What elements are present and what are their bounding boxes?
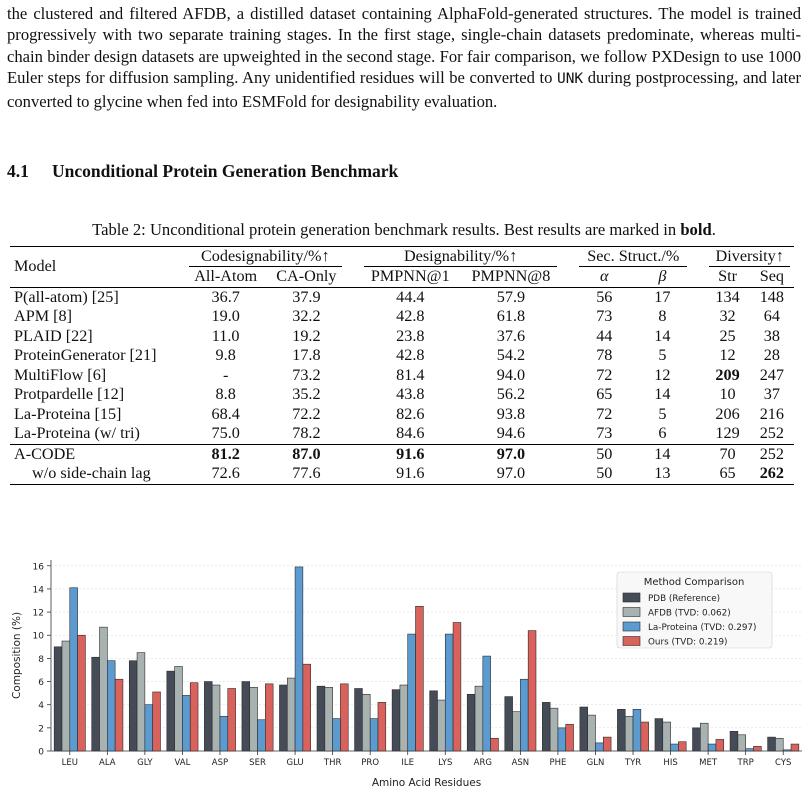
row-value: 17.8 — [292, 346, 321, 365]
y-tick-label: 0 — [38, 747, 44, 758]
bar — [258, 720, 266, 751]
table-header-row — [10, 247, 794, 268]
bar — [655, 719, 663, 751]
spacer — [561, 307, 575, 327]
spacer — [561, 346, 575, 366]
row-value: 54.2 — [496, 346, 526, 365]
table-row — [10, 366, 794, 386]
bar — [182, 695, 190, 751]
spacer — [561, 327, 575, 347]
spacer — [346, 327, 360, 347]
bar — [483, 656, 491, 751]
x-tick-label: PRO — [361, 758, 380, 768]
group-designability: Designability/%↑ — [364, 247, 557, 267]
row-value: 12 — [719, 346, 736, 365]
legend-swatch — [623, 637, 640, 646]
group-diversity: Diversity↑ — [709, 247, 790, 267]
x-tick-label: ILE — [401, 758, 415, 768]
row-value: 19.2 — [292, 326, 321, 345]
bar — [362, 694, 370, 751]
header-group-design — [360, 247, 561, 268]
subheader: β — [658, 267, 667, 286]
row-value: 252 — [759, 424, 784, 443]
spacer — [346, 287, 360, 307]
row-value: 5 — [658, 346, 667, 365]
bar — [190, 683, 198, 751]
row-value: 32 — [719, 307, 736, 326]
row-value: 91.6 — [360, 464, 461, 484]
bar — [333, 719, 341, 751]
bar — [588, 715, 596, 751]
spacer — [691, 424, 705, 444]
spacer — [346, 464, 360, 484]
table-row — [10, 405, 794, 425]
group-secstruct: Sec. Struct./% — [579, 247, 687, 267]
row-value: 82.6 — [396, 404, 425, 423]
bar — [603, 737, 611, 751]
bar — [408, 634, 416, 751]
bar — [287, 678, 295, 751]
bar — [355, 688, 363, 751]
subheader: α — [600, 267, 609, 286]
header-group-diversity — [705, 247, 794, 268]
row-value: 72.6 — [185, 464, 267, 484]
bar — [746, 749, 754, 751]
y-tick-label: 12 — [32, 608, 44, 619]
row-model: APM [8] — [14, 307, 73, 326]
section-heading — [7, 161, 398, 182]
bar — [250, 687, 258, 751]
caption-bold: bold — [680, 220, 712, 239]
row-value: 44.4 — [360, 287, 461, 307]
row-value: 252 — [750, 444, 794, 464]
spacer — [346, 424, 360, 444]
table-row — [10, 327, 794, 347]
row-value: 23.8 — [396, 326, 425, 345]
spacer — [346, 307, 360, 327]
subheader: CA-Only — [276, 267, 337, 286]
row-value: 42.8 — [396, 307, 425, 326]
spacer — [691, 464, 705, 484]
row-model: MultiFlow [6] — [14, 365, 107, 384]
row-value: 57.9 — [461, 287, 562, 307]
spacer — [346, 385, 360, 405]
bar — [370, 719, 378, 751]
row-value: 10 — [719, 385, 736, 404]
table-caption — [0, 220, 808, 240]
bar — [693, 728, 701, 751]
chart-svg — [0, 548, 808, 793]
ours-rows — [10, 444, 794, 484]
row-value: 72 — [596, 404, 613, 423]
x-tick-label: ASP — [211, 758, 229, 768]
row-value: 37 — [763, 385, 780, 404]
row-value: 25 — [719, 326, 736, 345]
row-value: 35.2 — [292, 385, 321, 404]
bar — [580, 707, 588, 751]
spacer — [691, 327, 705, 347]
spacer — [691, 247, 705, 268]
bar — [550, 708, 558, 751]
x-tick-label: ASN — [511, 758, 530, 768]
paragraph-text-2: during postprocessing, and later converted to glycine when fed into ESMFold for designability evaluation. — [7, 68, 801, 111]
row-value: 72 — [596, 365, 613, 384]
row-value: 61.8 — [496, 307, 526, 326]
row-value: 94.0 — [496, 365, 526, 384]
bar — [100, 627, 108, 751]
row-value: 42.8 — [396, 346, 425, 365]
section-title: Unconditional Protein Generation Benchmark — [52, 161, 399, 181]
x-tick-label: GLU — [286, 758, 304, 768]
row-value: 28 — [763, 346, 780, 365]
x-tick-label: VAL — [174, 758, 191, 768]
spacer — [346, 247, 360, 268]
subheader: Str — [718, 267, 737, 286]
x-tick-label: MET — [699, 758, 718, 768]
paragraph-code: UNK — [556, 71, 584, 88]
y-tick-label: 16 — [32, 562, 44, 573]
row-value: 8 — [658, 307, 667, 326]
row-model: ProteinGenerator [21] — [14, 346, 157, 365]
spacer — [561, 385, 575, 405]
bar — [70, 588, 78, 751]
spacer — [691, 444, 705, 464]
spacer — [691, 385, 705, 405]
spacer — [346, 405, 360, 425]
spacer — [691, 405, 705, 425]
row-model: w/o side-chain lag — [10, 464, 185, 484]
bar — [204, 682, 212, 751]
y-axis-label: Composition (%) — [11, 611, 23, 700]
spacer — [346, 444, 360, 464]
bar — [137, 653, 145, 751]
row-value: 56.2 — [496, 385, 526, 404]
legend-title: Method Comparison — [643, 577, 745, 588]
row-value: 247 — [759, 365, 784, 384]
bar — [392, 690, 400, 751]
bar — [437, 700, 445, 751]
bar — [520, 679, 528, 751]
row-value: 19.0 — [211, 307, 240, 326]
bar — [430, 691, 438, 751]
bar — [475, 686, 483, 751]
x-tick-label: ALA — [99, 758, 116, 768]
bar — [145, 705, 153, 751]
bar — [416, 606, 424, 751]
row-value: 206 — [715, 404, 740, 423]
spacer — [691, 267, 705, 287]
row-value: 14 — [633, 444, 691, 464]
bar — [791, 744, 799, 751]
bar — [595, 743, 603, 751]
bar — [167, 671, 175, 751]
x-tick-label: TRP — [737, 758, 754, 768]
row-value: - — [222, 365, 229, 384]
bar — [542, 702, 550, 751]
row-value: 73.2 — [292, 365, 321, 384]
row-value: 17 — [633, 287, 691, 307]
y-tick-label: 2 — [38, 724, 44, 735]
x-axis-label: Amino Acid Residues — [371, 777, 482, 789]
bar — [617, 709, 625, 751]
row-value: 13 — [633, 464, 691, 484]
legend-swatch — [623, 593, 640, 602]
table-row — [10, 385, 794, 405]
row-value: 72.2 — [292, 404, 321, 423]
y-tick-label: 6 — [38, 678, 44, 689]
bar — [279, 685, 287, 751]
bar — [708, 744, 716, 751]
row-value: 97.0 — [461, 464, 562, 484]
subheader: Seq — [759, 267, 784, 286]
bar — [633, 709, 641, 751]
spacer — [691, 346, 705, 366]
bar — [340, 684, 348, 751]
bar — [400, 685, 408, 751]
spacer — [561, 366, 575, 386]
bar — [700, 723, 708, 751]
row-value: 91.6 — [360, 444, 461, 464]
row-value: 14 — [654, 385, 671, 404]
spacer — [561, 444, 575, 464]
bar — [129, 661, 137, 751]
bar — [78, 635, 86, 751]
bar — [528, 631, 536, 751]
bar — [115, 679, 123, 751]
x-tick-label: GLN — [586, 758, 605, 768]
row-value: 36.7 — [185, 287, 267, 307]
caption-text: Table 2: Unconditional protein generation benchmark results. Best results are marked in — [92, 220, 681, 239]
row-value: 209 — [715, 365, 740, 384]
bar — [62, 641, 70, 751]
row-value: 38 — [763, 326, 780, 345]
y-tick-label: 10 — [32, 631, 44, 642]
bar — [467, 694, 475, 751]
row-value: 81.2 — [185, 444, 267, 464]
row-value: 216 — [759, 404, 784, 423]
row-value: 37.9 — [267, 287, 346, 307]
bar — [641, 722, 649, 751]
bar — [783, 750, 791, 751]
row-value: 50 — [575, 444, 633, 464]
header-group-codesign — [185, 247, 346, 268]
bar — [445, 634, 453, 751]
table-row — [10, 464, 794, 484]
row-value: 262 — [750, 464, 794, 484]
legend-label: Ours (TVD: 0.219) — [648, 637, 728, 648]
x-tick-label: LEU — [61, 758, 78, 768]
bar — [317, 686, 325, 751]
bar — [775, 738, 783, 751]
row-value: 9.8 — [215, 346, 236, 365]
bar — [738, 735, 746, 751]
row-value: 75.0 — [211, 424, 240, 443]
row-model: A-CODE — [10, 444, 185, 464]
row-value: 8.8 — [215, 385, 236, 404]
bar — [265, 684, 273, 751]
spacer — [346, 366, 360, 386]
bar — [625, 716, 633, 751]
row-value: 77.6 — [267, 464, 346, 484]
spacer — [561, 267, 575, 287]
x-tick-label: CYS — [775, 758, 792, 768]
row-value: 81.4 — [396, 365, 425, 384]
bar — [730, 731, 738, 751]
row-model: La-Proteina [15] — [14, 404, 122, 423]
legend-swatch — [623, 622, 640, 631]
row-value: 14 — [654, 326, 671, 345]
table-row — [10, 424, 794, 444]
bar — [295, 567, 303, 751]
spacer — [561, 247, 575, 268]
row-value: 12 — [654, 365, 671, 384]
table-row — [10, 444, 794, 464]
row-value: 11.0 — [211, 326, 240, 345]
section-number: 4.1 — [7, 161, 29, 181]
x-tick-label: HIS — [663, 758, 678, 768]
row-value: 78 — [596, 346, 613, 365]
x-tick-label: SER — [249, 758, 266, 768]
bar — [671, 744, 679, 751]
x-tick-label: THR — [323, 758, 342, 768]
x-tick-label: GLY — [137, 758, 153, 768]
row-value: 56 — [575, 287, 633, 307]
bar — [175, 666, 183, 751]
bar — [228, 688, 236, 751]
row-value: 87.0 — [267, 444, 346, 464]
row-value: 6 — [658, 424, 667, 443]
legend-label: AFDB (TVD: 0.062) — [648, 608, 731, 619]
x-tick-label: ARG — [473, 758, 492, 768]
group-codesignability: Codesignability/%↑ — [189, 247, 342, 267]
y-tick-label: 8 — [38, 654, 44, 665]
bar — [453, 623, 461, 751]
results-table — [10, 246, 794, 485]
bar — [303, 664, 311, 751]
legend-label: La-Proteina (TVD: 0.297) — [648, 623, 757, 633]
legend-swatch — [623, 608, 640, 617]
bar — [513, 712, 521, 751]
row-value: 73 — [596, 424, 613, 443]
row-value: 148 — [750, 287, 794, 307]
bar — [92, 657, 100, 751]
y-tick-label: 14 — [32, 585, 44, 596]
legend-label: PDB (Reference) — [648, 594, 721, 604]
row-value: 73 — [596, 307, 613, 326]
row-value: 65 — [705, 464, 749, 484]
bar — [491, 738, 499, 751]
bar — [54, 647, 62, 751]
spacer — [561, 405, 575, 425]
row-model: La-Proteina (w/ tri) — [14, 424, 140, 443]
row-value: 97.0 — [461, 444, 562, 464]
row-value: 94.6 — [496, 424, 526, 443]
bar — [220, 716, 228, 751]
spacer — [561, 424, 575, 444]
bar — [212, 685, 220, 751]
row-value: 65 — [596, 385, 613, 404]
row-value: 134 — [705, 287, 749, 307]
row-value: 129 — [715, 424, 740, 443]
row-model: P(all-atom) [25] — [10, 287, 185, 307]
x-tick-label: TYR — [624, 758, 642, 768]
bar — [242, 682, 250, 751]
row-model: PLAID [22] — [14, 326, 93, 345]
bar — [663, 722, 671, 751]
spacer — [346, 267, 360, 287]
bar — [768, 737, 776, 751]
row-value: 37.6 — [496, 326, 526, 345]
bar — [505, 697, 513, 751]
caption-suffix: . — [711, 220, 716, 239]
spacer — [691, 287, 705, 307]
row-value: 84.6 — [396, 424, 425, 443]
header-group-secstruct — [575, 247, 691, 268]
bar — [753, 746, 761, 751]
spacer — [346, 346, 360, 366]
row-value: 44 — [596, 326, 613, 345]
table-row — [10, 287, 794, 307]
row-value: 5 — [658, 404, 667, 423]
row-model: Protpardelle [12] — [14, 385, 125, 404]
bar — [558, 728, 566, 751]
spacer — [561, 464, 575, 484]
baseline-rows — [10, 287, 794, 444]
row-value: 43.8 — [396, 385, 425, 404]
bar — [678, 742, 686, 751]
spacer — [691, 366, 705, 386]
subheader: PMPNN@1 — [370, 267, 450, 286]
bar — [566, 724, 574, 751]
row-value: 70 — [705, 444, 749, 464]
subheader: All-Atom — [194, 267, 258, 286]
body-paragraph — [7, 3, 801, 112]
y-tick-label: 4 — [38, 701, 44, 712]
paragraph-text-1: the clustered and filtered AFDB, a distilled dataset containing AlphaFold-generated structures. The model is trained progressively with two separate training stages. In the first stage, single-chain datasets predominate, whereas multi-chain binder design datasets are upweighted in the second stage. For fair comparison, we follow PXDesign to use 1000 Euler steps for diffusion sampling. Any unidentified residues will be converted to — [7, 4, 801, 88]
bar — [153, 692, 161, 751]
bar — [378, 702, 386, 751]
x-tick-label: LYS — [438, 758, 453, 768]
composition-chart — [0, 548, 808, 793]
subheader: PMPNN@8 — [471, 267, 551, 286]
table-row — [10, 346, 794, 366]
row-value: 32.2 — [292, 307, 321, 326]
row-value: 78.2 — [292, 424, 321, 443]
bar — [107, 661, 115, 751]
bar — [325, 687, 333, 751]
header-model: Model — [10, 247, 185, 288]
spacer — [691, 307, 705, 327]
x-tick-label: PHE — [549, 758, 567, 768]
bar — [716, 739, 724, 751]
row-value: 68.4 — [211, 404, 240, 423]
table-row — [10, 307, 794, 327]
row-value: 64 — [763, 307, 780, 326]
row-value: 50 — [575, 464, 633, 484]
spacer — [561, 287, 575, 307]
row-value: 93.8 — [496, 404, 526, 423]
